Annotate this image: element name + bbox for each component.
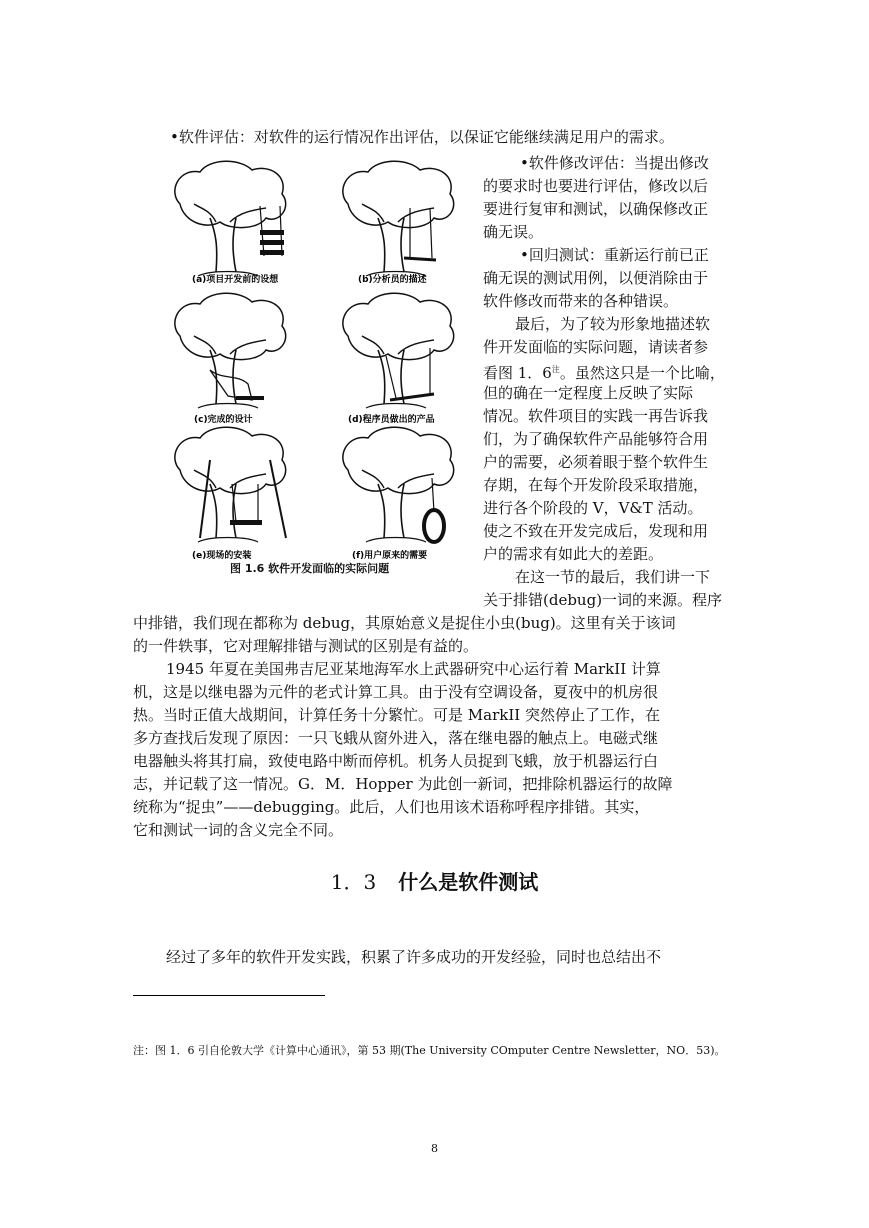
footnote-divider xyxy=(133,995,325,996)
paragraph-fragment: 。虽然这只是一个比喻， xyxy=(559,364,725,382)
panel-c-drawing xyxy=(175,293,286,408)
paragraph-line: 使之不致在开发完成后，发现和用 xyxy=(483,522,709,540)
paragraph-line: 统称为“捉虫”——debugging。此后，人们也用该术语称呼程序排错。其实， xyxy=(133,798,650,816)
footnote: 注：图 1．6 引自伦敦大学《计算中心通讯》，第 53 期(The University COmputer Centre Newsletter，NO．53)。 xyxy=(133,1044,726,1057)
paragraph-line: 户的需求有如此大的差距。 xyxy=(483,545,664,563)
section-number: 1．3 xyxy=(330,870,377,894)
paragraph-line: 件开发面临的实际问题，请读者参 xyxy=(483,338,709,356)
figure-caption: 图 1.6 软件开发面临的实际问题 xyxy=(230,562,390,575)
paragraph-line: 的一件轶事，它对理解排错与测试的区别是有益的。 xyxy=(133,637,479,655)
tree-swing-illustration xyxy=(140,160,470,580)
paragraph-line: 多方查找后发现了原因：一只飞蛾从窗外进入，落在继电器的触点上。电磁式继 xyxy=(133,729,659,747)
panel-b-drawing xyxy=(343,161,454,276)
figure-reference: 看图 1．6 xyxy=(483,364,552,382)
panel-d-drawing xyxy=(343,293,454,408)
paragraph-line: 情况。软件项目的实践一再告诉我 xyxy=(483,407,709,425)
figure-tree-swing xyxy=(140,160,470,580)
paragraph-line: 的要求时也要进行评估，修改以后 xyxy=(483,177,709,195)
page-number: 8 xyxy=(431,1142,438,1155)
paragraph-line: •软件评估：对软件的运行情况作出评估，以保证它能继续满足用户的需求。 xyxy=(170,128,674,146)
panel-c-label: (c)完成的设计 xyxy=(194,415,253,425)
paragraph-line: 最后，为了较为形象地描述软 xyxy=(515,315,711,333)
panel-e-label: (e)现场的安装 xyxy=(192,551,252,561)
paragraph-line: 确无误的测试用例，以便消除由于 xyxy=(483,269,709,287)
paragraph-line: 进行各个阶段的 V，V&T 活动。 xyxy=(483,499,703,517)
paragraph-line: •回归测试：重新运行前已正 xyxy=(520,246,709,264)
footnote-marker: 注 xyxy=(551,365,560,374)
paragraph-line: 机，这是以继电器为元件的老式计算工具。由于没有空调设备，夏夜中的机房很 xyxy=(133,683,659,701)
paragraph-line: 经过了多年的软件开发实践，积累了许多成功的开发经验，同时也总结出不 xyxy=(166,948,662,966)
paragraph-line: 存期，在每个开发阶段采取措施， xyxy=(483,476,709,494)
paragraph-line: 户的需要，必须着眼于整个软件生 xyxy=(483,453,709,471)
paragraph-line: 热。当时正值大战期间，计算任务十分繁忙。可是 MarkII 突然停止了工作，在 xyxy=(133,706,660,724)
paragraph-line: 它和测试一词的含义完全不同。 xyxy=(133,821,344,839)
panel-a-drawing xyxy=(175,161,286,276)
paragraph-line: 确无误。 xyxy=(483,223,544,241)
paragraph-line: 关于排错(debug)一词的来源。程序 xyxy=(483,591,723,609)
section-heading xyxy=(0,866,869,895)
paragraph-line: 志，并记载了这一情况。G．M．Hopper 为此创一新词，把排除机器运行的故障 xyxy=(133,775,673,793)
paragraph-line: •软件修改评估：当提出修改 xyxy=(520,154,709,172)
paragraph-line: 们，为了确保软件产品能够符合用 xyxy=(483,430,709,448)
paragraph-line xyxy=(483,359,725,384)
panel-b-label: (b)分析员的描述 xyxy=(358,275,427,285)
panel-f-label: (f)用户原来的需要 xyxy=(352,551,428,561)
panel-f-drawing xyxy=(343,427,454,542)
panel-e-drawing xyxy=(175,427,286,542)
paragraph-line: 电器触头将其打扁，致使电路中断而停机。机务人员捉到飞蛾，放于机器运行白 xyxy=(133,752,659,770)
paragraph-line: 中排错，我们现在都称为 debug，其原始意义是捉住小虫(bug)。这里有关于该词 xyxy=(133,614,676,632)
section-title: 什么是软件测试 xyxy=(398,870,539,894)
panel-a-label: (a)项目开发前的设想 xyxy=(192,275,279,285)
paragraph-line: 但的确在一定程度上反映了实际 xyxy=(483,384,694,402)
paragraph-line: 1945 年夏在美国弗吉尼亚某地海军水上武器研究中心运行着 MarkII 计算 xyxy=(166,660,661,678)
panel-d-label: (d)程序员做出的产品 xyxy=(348,415,435,425)
paragraph-line: 软件修改而带来的各种错误。 xyxy=(483,292,679,310)
paragraph-line: 在这一节的最后，我们讲一下 xyxy=(515,568,711,586)
paragraph-line: 要进行复审和测试，以确保修改正 xyxy=(483,200,709,218)
